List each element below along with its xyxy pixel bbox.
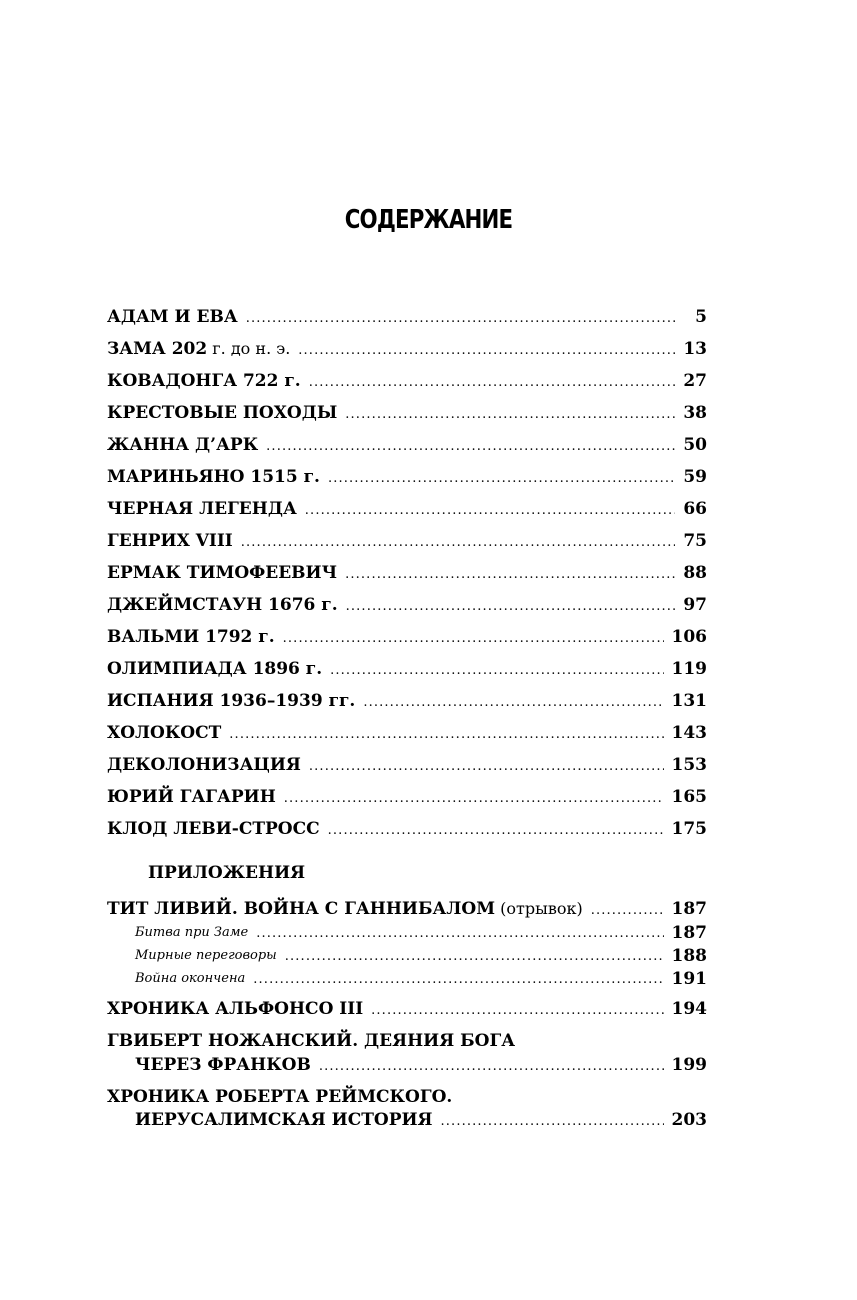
toc-entry-page: 187 [671,899,707,919]
toc-entry-page: 13 [683,339,707,359]
toc-entry[interactable] [107,722,707,744]
toc-entry-page: 203 [671,1110,707,1130]
toc-entry-title: ИСПАНИЯ 1936–1939 гг. [107,691,356,711]
toc-entry[interactable] [107,626,707,648]
dot-leader [441,1113,664,1131]
toc-entry-title: ХОЛОКОСТ [107,723,222,743]
toc-entry[interactable] [107,658,707,680]
toc-entry-title-line1[interactable]: ХРОНИКА РОБЕРТА РЕЙМСКОГО. [107,1087,453,1107]
toc-entry-page: 165 [671,787,707,807]
toc-subentry-title: Мирные переговоры [135,948,277,963]
toc-entry[interactable] [107,998,707,1020]
toc-entry[interactable] [107,562,707,584]
toc-entry[interactable] [107,402,707,424]
dot-leader [328,822,664,840]
dot-leader [256,925,663,943]
toc-entry-title-line2: ИЕРУСАЛИМСКАЯ ИСТОРИЯ [135,1110,433,1130]
toc-entry-title-main: ТИТ ЛИВИЙ. ВОЙНА С ГАННИБАЛОМ [107,899,496,919]
toc-entry-page: 88 [683,563,707,583]
toc-entry-title: МАРИНЬЯНО 1515 г. [107,467,320,487]
toc-entry-title [107,898,583,920]
toc-subentry[interactable] [135,946,707,966]
toc-subentry-page: 187 [671,923,707,943]
toc-entry[interactable] [107,434,707,456]
dot-leader [309,758,664,776]
toc-entry[interactable] [107,306,707,328]
toc-entry-title-suffix: г. до н. э. [207,339,291,358]
toc-entry-title-line2: ЧЕРЕЗ ФРАНКОВ [135,1055,311,1075]
toc-subentry-page: 191 [671,969,707,989]
toc-entry-page: 106 [671,627,707,647]
dot-leader [283,630,664,648]
toc-entry-page: 175 [671,819,707,839]
toc-entry-title [107,338,290,360]
toc-subentry[interactable] [135,923,707,943]
page-title: СОДЕРЖАНИЕ [344,205,513,235]
toc-entry-page: 153 [671,755,707,775]
toc-entry-title-note: (отрывок) [495,899,583,918]
dot-leader [346,598,675,616]
toc-entry[interactable] [107,466,707,488]
dot-leader [246,310,675,328]
toc-entry-page: 194 [671,999,707,1019]
dot-leader [284,790,664,808]
toc-subentry[interactable] [135,969,707,989]
toc-entry-title: ВАЛЬМИ 1792 г. [107,627,275,647]
toc-entry-title: КОВАДОНГА 722 г. [107,371,301,391]
toc-entry-title: ДЖЕЙМСТАУН 1676 г. [107,595,338,615]
toc-entry-title: ОЛИМПИАДА 1896 г. [107,659,323,679]
toc-entry-title: АДАМ И ЕВА [107,307,238,327]
toc-entry-title: ЮРИЙ ГАГАРИН [107,787,276,807]
toc-entry[interactable] [107,370,707,392]
toc-entry-title: ХРОНИКА АЛЬФОНСО III [107,999,364,1019]
toc-entry-page: 50 [683,435,707,455]
toc-entry[interactable] [107,818,707,840]
appendix-heading: ПРИЛОЖЕНИЯ [148,863,306,883]
toc-entry-title: ЖАННА Д’АРК [107,435,259,455]
toc-subentry-title: Война окончена [135,971,246,986]
dot-leader [229,726,663,744]
dot-leader [330,662,663,680]
toc-entry-title: ЕРМАК ТИМОФЕЕВИЧ [107,563,338,583]
dot-leader [319,1058,664,1076]
dot-leader [253,971,663,989]
toc-entry[interactable] [107,530,707,552]
dot-leader [309,374,675,392]
toc-entry[interactable] [107,338,707,360]
toc-entry-page: 5 [695,307,707,327]
dot-leader [241,534,675,552]
toc-subentry-page: 188 [671,946,707,966]
dot-leader [591,902,664,920]
toc-entry-title: ГЕНРИХ VIII [107,531,233,551]
toc-entry-title: КРЕСТОВЫЕ ПОХОДЫ [107,403,338,423]
dot-leader [345,566,675,584]
toc-entry-title: КЛОД ЛЕВИ-СТРОСС [107,819,320,839]
toc-entry-page: 66 [683,499,707,519]
toc-subentry-title: Битва при Заме [135,925,249,940]
toc-entry[interactable] [107,690,707,712]
toc-entry[interactable] [107,498,707,520]
toc-entry[interactable] [107,786,707,808]
toc-entry[interactable] [135,1054,707,1076]
toc-entry-page: 27 [683,371,707,391]
dot-leader [285,948,664,966]
toc-entry-title: ЧЕРНАЯ ЛЕГЕНДА [107,499,297,519]
toc-entry[interactable] [107,754,707,776]
toc-entry-page: 59 [683,467,707,487]
toc-entry-title-line1[interactable]: ГВИБЕРТ НОЖАНСКИЙ. ДЕЯНИЯ БОГА [107,1031,516,1051]
dot-leader [328,470,675,488]
toc-entry-page: 119 [671,659,707,679]
dot-leader [371,1002,663,1020]
toc-entry-page: 75 [683,531,707,551]
toc-entry-page: 199 [671,1055,707,1075]
toc-entry-page: 97 [683,595,707,615]
toc-entry-page: 143 [671,723,707,743]
toc-entry-title-main: ЗАМА 202 [107,339,208,359]
dot-leader [345,406,675,424]
dot-leader [305,502,675,520]
toc-entry[interactable] [107,898,707,920]
dot-leader [363,694,663,712]
dot-leader [266,438,675,456]
dot-leader [298,342,675,360]
toc-entry-page: 38 [683,403,707,423]
toc-entry[interactable] [107,594,707,616]
toc-entry[interactable] [135,1109,707,1131]
toc-entry-page: 131 [671,691,707,711]
toc-entry-title: ДЕКОЛОНИЗАЦИЯ [107,755,301,775]
